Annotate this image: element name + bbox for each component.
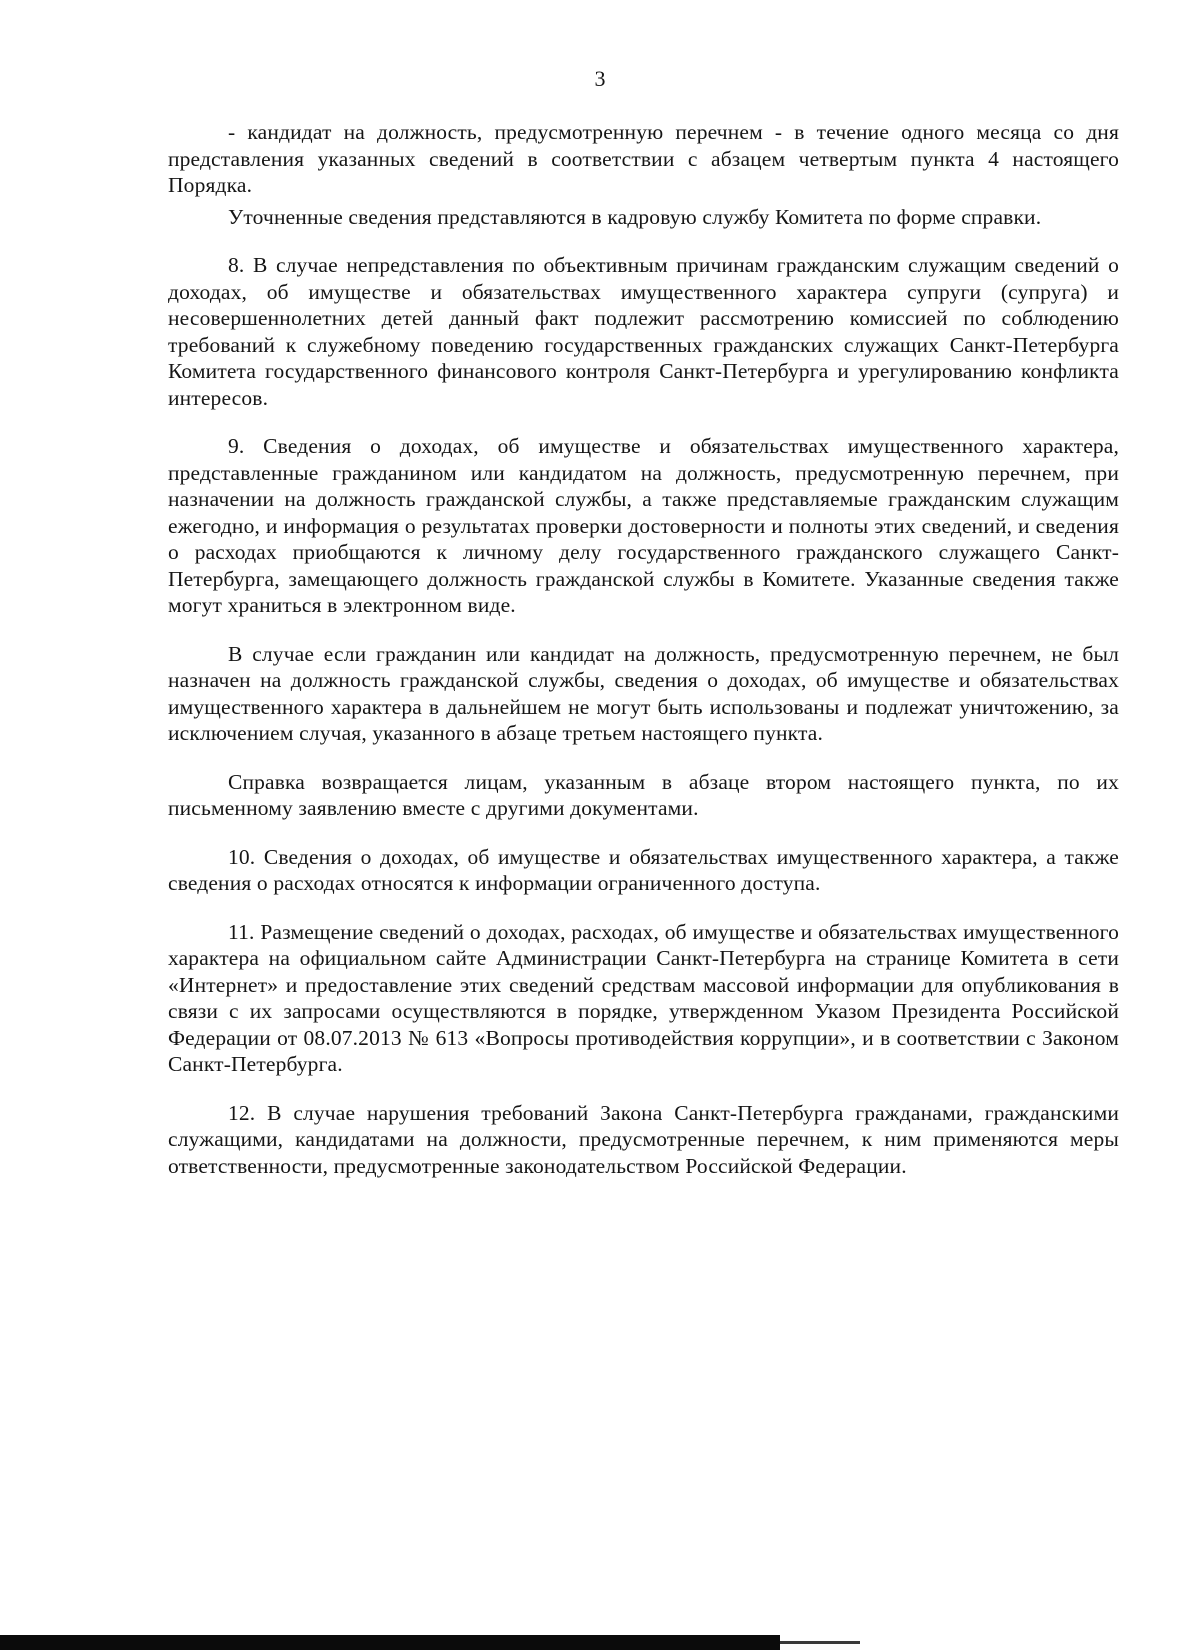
paragraph-refined-info: Уточненные сведения представляются в кадровую службу Комитета по форме справки. [228,204,1042,229]
scan-bottom-edge-tail [780,1641,860,1644]
paragraph-candidate-deadline: - кандидат на должность, предусмотренную перечнем - в течение одного месяца со дня представления указанных сведений в соответствии с абзацем четвертым пункта 4 настоящего Порядка. [168,120,1119,197]
scan-bottom-edge [0,1635,780,1650]
paragraph-certificate-return: Справка возвращается лицам, указанным в абзаце втором настоящего пункта, по их письменному заявлению вместе с другими документами. [168,769,1119,820]
page-number: 3 [594,66,606,91]
paragraph-item-9: 9. Сведения о доходах, об имуществе и обязательствах имущественного характера, представленные гражданином или кандидатом на должность, предусмотренную перечнем, при назначении на должность гражданской службы, а также представляемые гражданским служащим ежегодно, и информация о результатах проверки достоверности и полноты этих сведений, и сведения о расходах приобщаются к личному делу государственного гражданского служащего Санкт-Петербурга, замещающего должность гражданской службы в Комитете. Указанные сведения также могут храниться в электронном виде. [168,434,1119,617]
paragraph-item-10: 10. Сведения о доходах, об имуществе и обязательствах имущественного характера, а также сведения о расходах относятся к информации ограниченного доступа. [168,844,1119,895]
paragraph-not-appointed: В случае если гражданин или кандидат на должность, предусмотренную перечнем, не был назначен на должность гражданской службы, сведения о доходах, об имуществе и обязательствах имущественного характера в дальнейшем не могут быть использованы и подлежат уничтожению, за исключением случая, указанного в абзаце третьем настоящего пункта. [168,641,1119,745]
paragraph-item-8: 8. В случае непредставления по объективным причинам гражданским служащим сведений о доходах, об имуществе и обязательствах имущественного характера супруги (супруга) и несовершеннолетних детей данный факт подлежит рассмотрению комиссией по соблюдению требований к служебному поведению государственных гражданских служащих Санкт-Петербурга Комитета государственного финансового контроля Санкт-Петербурга и урегулированию конфликта интересов. [168,253,1119,410]
paragraph-item-12: 12. В случае нарушения требований Закона Санкт-Петербурга гражданами, гражданскими служащими, кандидатами на должности, предусмотренные перечнем, к ним применяются меры ответственности, предусмотренные законодательством Российской Федерации. [168,1100,1119,1178]
document-body [168,119,1119,1201]
paragraph-item-11: 11. Размещение сведений о доходах, расходах, об имуществе и обязательствах имущественного характера на официальном сайте Администрации Санкт-Петербурга на странице Комитета в сети «Интернет» и предоставление этих сведений средствам массовой информации для опубликования в связи с их запросами осуществляются в порядке, утвержденном Указом Президента Российской Федерации от 08.07.2013 № 613 «Вопросы противодействия коррупции», и в соответствии с Законом Санкт-Петербурга. [168,919,1119,1076]
